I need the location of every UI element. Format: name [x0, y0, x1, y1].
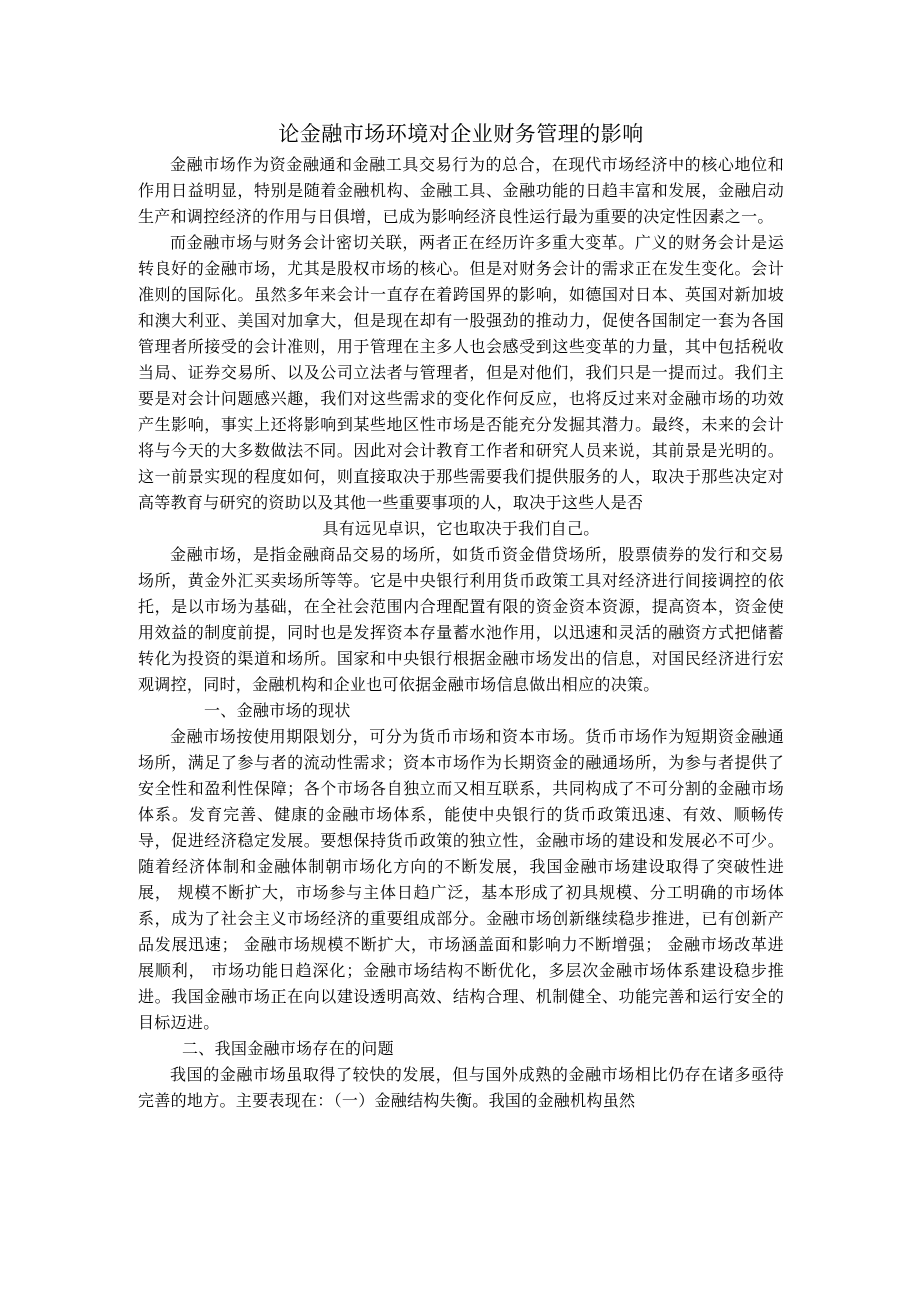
section-heading-status: 一、金融市场的现状 [204, 701, 351, 720]
paragraph-market-definition: 金融市场，是指金融商品交易的场所，如货币资金借贷场所，股票债券的发行和交易场所，黄金外汇买卖场所等等。它是中央银行利用货币政策工具对经济进行间接调控的依托，是以市场为基础，在全社会范围内合理配置有限的资金资本资源，提高资本，资金使用效益的制度前提，同时也是发挥资本存量蓄水池作用，以迅速和灵活的融资方式把储蓄转化为投资的渠道和场所。国家和中央银行根据金融市场发出的信息，对国民经济进行宏观调控，同时，金融机构和企业也可依据金融市场信息做出相应的决策。 [138, 545, 784, 694]
paragraph-accounting-tail: 具有远见卓识，它也取决于我们自己。 [322, 519, 600, 538]
paragraph-intro: 金融市场作为资金融通和金融工具交易行为的总合，在现代市场经济中的核心地位和作用日益明显，特别是随着金融机构、金融工具、金融功能的日趋丰富和发展，金融启动生产和调控经济的作用与日俱增，已成为影响经济良性运行最为重要的决定性因素之一。 [138, 155, 784, 226]
document-title: 论金融市场环境对企业财务管理的影响 [278, 122, 644, 146]
paragraph-market-status: 金融市场按使用期限划分，可分为货币市场和资本市场。货币市场作为短期资金融通场所，满足了参与者的流动性需求；资本市场作为长期资金的融通场所，为参与者提供了安全性和盈利性保障；各个市场各自独立而又相互联系，共同构成了不可分割的金融市场体系。发育完善、健康的金融市场体系，能使中央银行的货币政策迅速、有效、顺畅传导，促进经济稳定发展。要想保持货币政策的独立性，金融市场的建设和发展必不可少。随着经济体制和金融体制朝市场化方向的不断发展，我国金融市场建设取得了突破性进展， 规模不断扩大，市场参与主体日趋广泛，基本形成了初具规模、分工明确的市场体系，成为了社会主义市场经济的重要组成部分。金融市场创新继续稳步推进，已有创新产品发展迅速； 金融市场规模不断扩大，市场涵盖面和影响力不断增强； 金融市场改革进展顺利， 市场功能日趋深化；金融市场结构不断优化，多层次金融市场体系建设稳步推进。我国金融市场正在向以建设透明高效、结构合理、机制健全、功能完善和运行安全的目标迈进。 [138, 727, 784, 1032]
paragraph-accounting: 而金融市场与财务会计密切关联，两者正在经历许多重大变革。广义的财务会计是运转良好的金融市场，尤其是股权市场的核心。但是对财务会计的需求正在发生变化。会计准则的国际化。虽然多年来会计一直存在着跨国界的影响，如德国对日本、英国对新加坡和澳大利亚、美国对加拿大，但是现在却有一股强劲的推动力，促使各国制定一套为各国管理者所接受的会计准则，用于管理在主多人也会感受到这些变革的力量，其中包括税收当局、证券交易所、以及公司立法者与管理者，但是对他们，我们只是一提而过。我们主要是对会计问题感兴趣，我们对这些需求的变化作何反应，也将反过来对金融市场的功效产生影响，事实上还将影响到某些地区性市场是否能充分发掘其潜力。最终，未来的会计将与今天的大多数做法不同。因此对会计教育工作者和研究人员来说，其前景是光明的。这一前景实现的程度如何，则直接取决于那些需要我们提供服务的人，取决于那些决定对高等教育与研究的资助以及其他一些重要事项的人，取决于这些人是否 [138, 233, 784, 512]
paragraph-problems: 我国的金融市场虽取得了较快的发展，但与国外成熟的金融市场相比仍存在诸多亟待完善的地方。主要表现在：（一）金融结构失衡。我国的金融机构虽然 [138, 1065, 784, 1110]
document-page [138, 118, 784, 1114]
section-heading-problems: 二、我国金融市场存在的问题 [182, 1039, 394, 1058]
